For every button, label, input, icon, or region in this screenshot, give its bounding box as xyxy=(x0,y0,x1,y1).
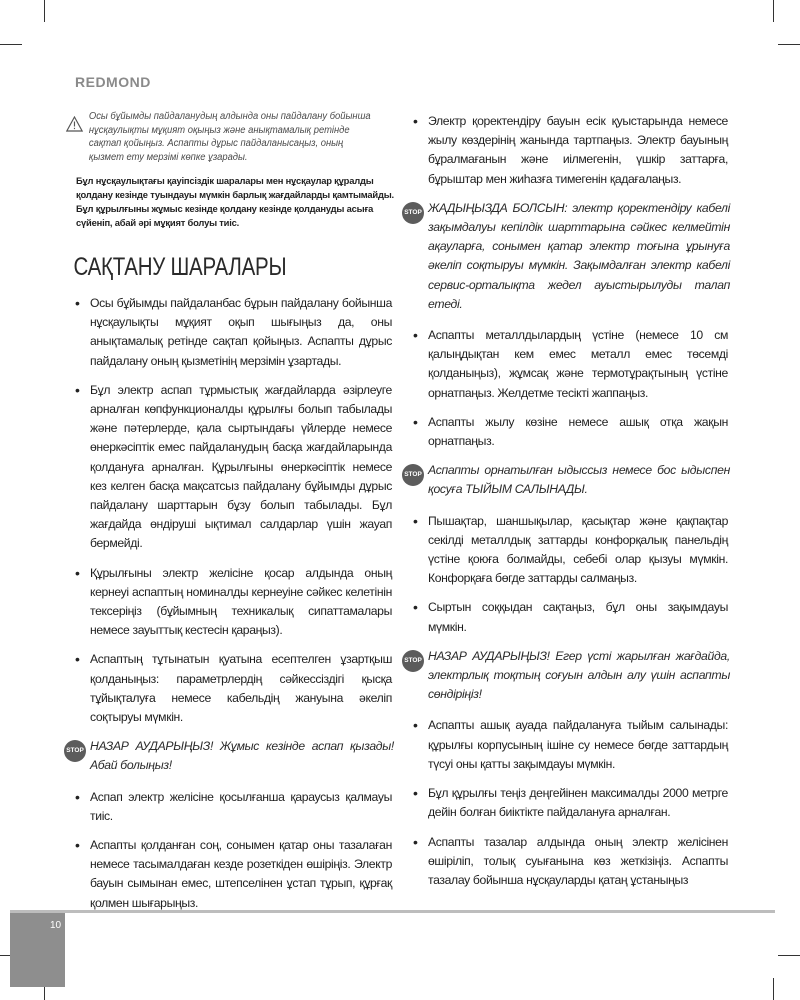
crop-mark xyxy=(773,0,774,22)
safety-notice: Бұл нұсқаулықтағы қауіпсіздік шаралары мен нұсқаулар құралды қолдану кезінде туындауы мүмкін барлық жағдайларды қамтымайды. Бұл құрылғыны жұмыс кезінде қолдану кезінде қолдануды асыға сүйеніп, абай әрі мұқият болуы тиіс. xyxy=(76,175,394,228)
crop-mark xyxy=(773,978,774,1000)
stop-sign-icon: STOP xyxy=(402,650,424,672)
bullet-item: • Осы бұйымды пайдаланбас бұрын пайдалану бойынша нұсқаулықты мұқият оқып шығыңыз да, оны анықтамалық ретінде сақтап қойыңыз. Аспапты дұрыс пайдалану оның қызметінің мерзімін ұзартады. xyxy=(62,294,394,371)
bullet-item: • Құрылғыны электр желісіне қосар алдында оның кернеуі аспаптың номиналды кернеуіне сәйкес келетінін тексеріңіз (бұйымның техникалық сипаттамалары немесе зауыттық кестесін қараңыз). xyxy=(62,564,394,641)
warning-intro xyxy=(62,110,381,164)
bullet-item: • Пышақтар, шаншықылар, қасықтар және қақпақтар секілді металлдық заттарды конфорқалық панельдің үстіне қоюға болмайды, себебі олар қызуы мүмкін. Конфорқаға бөгде заттарды салмаңыз. xyxy=(400,512,730,589)
page-number: 10 xyxy=(50,920,62,931)
stop-warning-text: ЖАДЫҢЫЗДА БОЛСЫН: электр қоректендіру кабелі зақымдалуы кепілдік шарттарына сәйкес келмейтін ақауларға, сонымен қатар электр тоғына ұрынуға әкеліп соқтыруы мүмкін. Зақымдалған электр кабелі сервис-орталықта жедел ауыстырылуды талап етеді. xyxy=(428,200,730,311)
stop-sign-icon: STOP xyxy=(402,464,424,486)
stop-warning xyxy=(400,199,730,314)
stop-sign-icon: STOP xyxy=(64,740,86,762)
bullet-list xyxy=(400,512,730,637)
bullet-item: • Аспапты ашық ауада пайдалануға тыйым салынады: құрылғы корпусының ішіне су немесе бөгде заттардың түсуі оны қатты зақымдауы мүмкін. xyxy=(400,716,730,774)
bullet-item: • Бұл электр аспап тұрмыстық жағдайларда әзірлеуге арналған көпфункционалды құрылғы болып табылады және пәтерлерде, қала сыртындағы үйлерде немесе өнеркәсіптік емес пайдаланудың басқа жағдайларында қолдануға арналған. Құрылғыны өнеркәсіптік немесе кез келген басқа мақсатсыз пайдалану бұйымды дұрыс пайдалану шарттарын бұзу болып табылады. Бұл жағдайда өндіруші ықтимал салдарлар үшін жауап бермейді. xyxy=(62,381,394,554)
stop-warning-text: НАЗАР АУДАРЫҢЫЗ! Жұмыс кезінде аспап қызады! Абай болыңыз! xyxy=(90,739,394,773)
bullet-item: • Аспапты қолданған соң, сонымен қатар оны тазалаған немесе тасымалдаған кезде розеткіден өшіріңіз. Электр бауын сымынан емес, штепселінен ұстап тұрып, құрғақ қолмен шығарыңыз. xyxy=(62,836,394,913)
bullet-item: • Бұл құрылғы теңіз деңгейінен максималды 2000 метрге дейін болған биіктікте пайдалануға арналған. xyxy=(400,784,730,822)
warning-intro-text: Осы бұйымды пайдаланудың алдында оны пайдалану бойынша нұсқаулықты мұқият оқыңыз және анықтамалық ретінде сақтап қойыңыз. Аспапты дұрыс пайдаланысаңыз, оның қызмет ету мерзімі көпке ұзарады. xyxy=(88,111,371,163)
bullet-list xyxy=(62,788,394,913)
bullet-item: • Аспап электр желісіне қосылғанша қараусыз қалмауы тиіс. xyxy=(62,788,394,826)
bullet-list xyxy=(400,326,730,451)
bullet-list xyxy=(62,294,394,727)
crop-mark xyxy=(778,955,800,956)
bullet-item: • Аспапты металлдылардың үстіне (немесе 10 см қалыңдықтан кем емес металл емес төсемді қолданыңыз), жұмсақ және термотұрақтының үстіне орнатпаңыз. Желдетме тесікті жаппаңыз. xyxy=(400,326,730,403)
bullet-item: • Аспаптың тұтынатын қуатына есептелген ұзартқыш қолданыңыз: параметрлердің сәйкессіздігі қысқа тұйықталуға немесе кабельдің жануына әкеліп соқтыруы мүмкін. xyxy=(62,650,394,727)
warning-triangle-icon xyxy=(66,116,83,132)
stop-warning xyxy=(400,647,730,705)
crop-mark xyxy=(44,0,45,22)
crop-mark xyxy=(0,44,22,45)
left-item-list xyxy=(62,294,394,913)
left-column xyxy=(62,110,394,923)
stop-warning xyxy=(400,461,730,499)
brand-logo: REDMOND xyxy=(75,74,151,90)
bullet-item: • Аспапты тазалар алдында оның электр желісінен өшіріліп, толық суығанына көз жеткізіңіз. Аспапты тазалау бойынша нұсқауларды қатаң ұстаныңыз xyxy=(400,833,730,891)
bullet-item: • Сыртын соққыдан сақтаңыз, бұл оны зақымдауы мүмкін. xyxy=(400,598,730,636)
bullet-list xyxy=(400,112,730,189)
bullet-item: • Аспапты жылу көзіне немесе ашық отқа жақын орнатпаңыз. xyxy=(400,413,730,451)
bullet-item: • Электр қоректендіру бауын есік қуыстарында немесе жылу көздерінің жанында тартпаңыз. Электр бауының бұралмағанын және иілмегенін, үшкір заттарға, бұрыштар мен жиһазға тимегенін қадағалаңыз. xyxy=(400,112,730,189)
right-column xyxy=(400,112,730,900)
bullet-list xyxy=(400,716,730,890)
right-item-list xyxy=(400,112,730,890)
section-title: САҚТАНУ ШАРАЛАРЫ xyxy=(73,253,287,281)
stop-warning-text: НАЗАР АУДАРЫҢЫЗ! Егер үсті жарылған жағдайда, электрлық тоқтың соғуын алдын алу үшін аспапты сөндіріңіз! xyxy=(428,648,730,702)
footer-rule xyxy=(10,910,775,913)
stop-warning xyxy=(62,737,394,775)
stop-warning-text: Аспапты орнатылған ыдыссыз немесе бос ыдыспен қосуға ТЫЙЫМ САЛЫНАДЫ. xyxy=(428,463,730,497)
stop-sign-icon: STOP xyxy=(402,202,424,224)
crop-mark xyxy=(778,44,800,45)
